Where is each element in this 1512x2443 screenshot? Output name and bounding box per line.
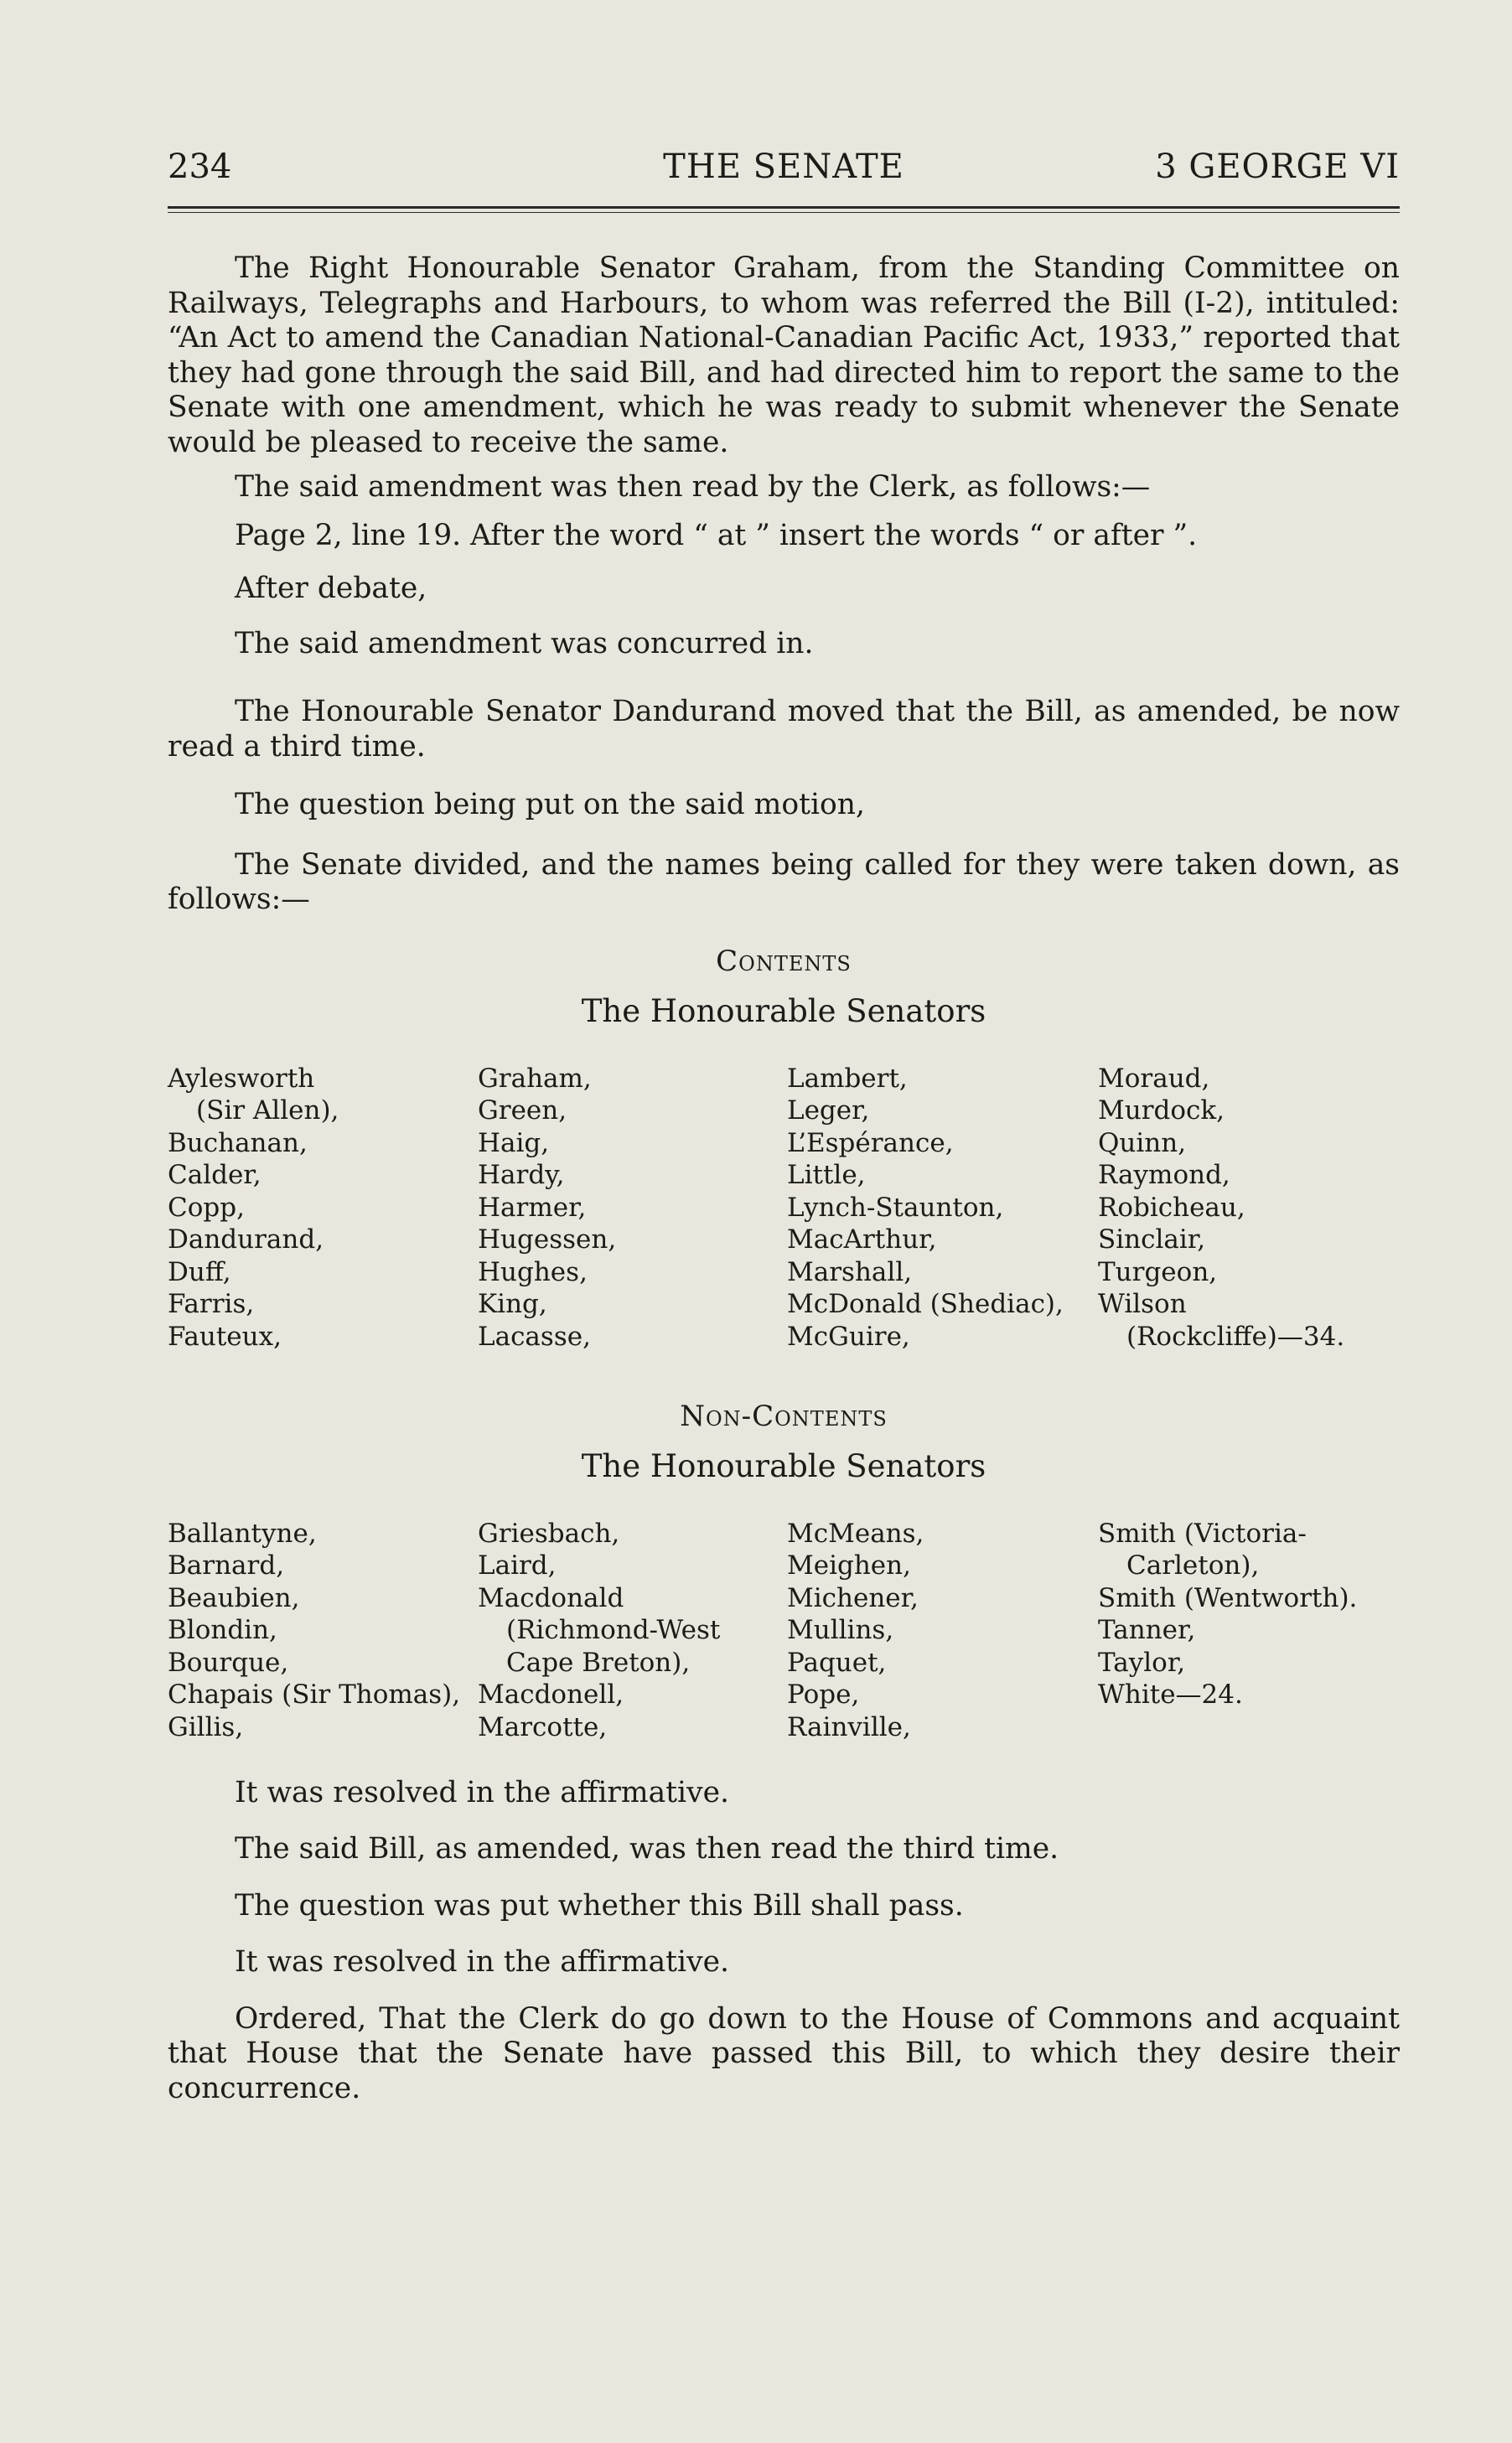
senator-name: Meighen, — [787, 1550, 911, 1581]
resolved-line: It was resolved in the affirmative. — [235, 1775, 729, 1809]
header-rule-thick — [168, 206, 1400, 209]
senator-name: Hardy, — [478, 1160, 565, 1190]
contents-column-2 — [478, 1063, 616, 1353]
senator-name: L’Espérance, — [787, 1127, 954, 1158]
senator-name: Laird, — [478, 1550, 557, 1581]
after-debate-line: After debate, — [235, 572, 427, 605]
senator-name: Lacasse, — [478, 1321, 591, 1352]
senator-name: Gillis, — [168, 1711, 244, 1742]
senator-name: Michener, — [787, 1582, 919, 1613]
amendment-read-line: The said amendment was then read by the Clerk, as follows:— — [235, 470, 1151, 504]
non-contents-heading: Non-Contents — [680, 1399, 888, 1433]
contents-column-1 — [168, 1063, 339, 1353]
senator-name: Quinn, — [1098, 1127, 1187, 1158]
contents-name-list — [168, 1063, 1400, 1381]
senator-name: Griesbach, — [478, 1518, 620, 1549]
senator-name: Bourque, — [168, 1647, 289, 1678]
senator-name: Wilson — [1098, 1289, 1187, 1319]
senator-name: Chapais (Sir Thomas), — [168, 1680, 461, 1710]
divided-paragraph: The Senate divided, and the names being called for they were taken down, as follows:— — [168, 847, 1400, 916]
contents-column-3 — [787, 1063, 1064, 1353]
senator-name: Hugessen, — [478, 1224, 617, 1255]
senator-name: Murdock, — [1098, 1095, 1225, 1126]
amendment-text-line: Page 2, line 19. After the word “ at ” insert the words “ or after ”. — [235, 518, 1198, 552]
contents-column-4 — [1098, 1063, 1344, 1353]
senator-name: Cape Breton), — [506, 1647, 691, 1678]
non-contents-subheading: The Honourable Senators — [581, 1448, 986, 1484]
senator-name: (Rockcliffe)—34. — [1126, 1321, 1345, 1352]
senator-name: Hughes, — [478, 1256, 588, 1287]
non-contents-name-list — [168, 1518, 1400, 1761]
senator-name: (Richmond-West — [506, 1615, 721, 1645]
header-rule-thin — [168, 212, 1400, 213]
senator-name: Carleton), — [1126, 1550, 1260, 1581]
senator-name: Smith (Wentworth). — [1098, 1582, 1358, 1613]
non-contents-column-1 — [168, 1518, 460, 1744]
senator-name: Fauteux, — [168, 1321, 282, 1352]
senator-name: Calder, — [168, 1160, 261, 1190]
page-body — [168, 251, 1400, 2106]
session-label: 3 GEORGE VI — [1155, 148, 1400, 186]
resolved-line: It was resolved in the affirmative. — [235, 1945, 729, 1979]
non-contents-column-3 — [787, 1518, 924, 1744]
senator-name: Blondin, — [168, 1615, 277, 1645]
shall-pass-line: The question was put whether this Bill shall pass. — [235, 1888, 964, 1923]
senator-name: Barnard, — [168, 1550, 285, 1581]
senator-name: Pope, — [787, 1680, 860, 1710]
senator-name: Graham, — [478, 1063, 592, 1094]
running-header — [168, 148, 1400, 189]
senator-name: Aylesworth — [168, 1063, 315, 1094]
senator-name: Beaubien, — [168, 1582, 300, 1613]
senator-name: Macdonell, — [478, 1680, 624, 1710]
senator-name: Mullins, — [787, 1615, 894, 1645]
senator-name: Turgeon, — [1098, 1256, 1218, 1287]
senator-name: Lambert, — [787, 1063, 908, 1094]
senator-name: McMeans, — [787, 1518, 924, 1549]
senator-name: Rainville, — [787, 1711, 911, 1742]
senator-name: Raymond, — [1098, 1160, 1230, 1190]
senator-name: Duff, — [168, 1256, 231, 1287]
senator-name: King, — [478, 1289, 547, 1319]
non-contents-column-4 — [1098, 1518, 1357, 1711]
senator-name: Copp, — [168, 1192, 245, 1223]
senator-name: Paquet, — [787, 1647, 887, 1678]
senator-name: Taylor, — [1098, 1647, 1186, 1678]
senator-name: Ballantyne, — [168, 1518, 317, 1549]
senator-name: Little, — [787, 1160, 866, 1190]
senator-name: Macdonald — [478, 1582, 624, 1613]
senator-name: Leger, — [787, 1095, 870, 1126]
senator-name: Smith (Victoria- — [1098, 1518, 1307, 1549]
senator-name: (Sir Allen), — [196, 1095, 339, 1126]
ordered-paragraph: Ordered, That the Clerk do go down to the House of Commons and acquaint that House that the Senate have passed this Bill, to which they desire their concurrence. — [168, 2001, 1400, 2105]
senator-name: McGuire, — [787, 1321, 910, 1352]
page-title: THE SENATE — [663, 148, 904, 186]
senator-name: Moraud, — [1098, 1063, 1210, 1094]
concurred-line: The said amendment was concurred in. — [235, 626, 814, 660]
senator-name: Robicheau, — [1098, 1192, 1245, 1223]
report-paragraph: The Right Honourable Senator Graham, from the Standing Committee on Railways, Telegraphs and Harbours, to whom was referred the Bill (I-2), intituled: “An Act to amend the Canadian National-Canadian Pacific Act, 1933,” reported that they had gone through the said Bill, and had directed him to report the same to the Senate with one amendment, which he was ready to submit whenever the Senate would be pleased to receive the same. — [168, 251, 1400, 459]
question-line: The question being put on the said motion, — [235, 788, 865, 821]
senator-name: Marcotte, — [478, 1711, 608, 1742]
senator-name: Lynch-Staunton, — [787, 1192, 1004, 1223]
senator-name: Tanner, — [1098, 1615, 1196, 1645]
senator-name: Buchanan, — [168, 1127, 308, 1158]
non-contents-column-2 — [478, 1518, 720, 1744]
senator-name: Marshall, — [787, 1256, 913, 1287]
senator-name: Farris, — [168, 1289, 255, 1319]
senator-name: Green, — [478, 1095, 567, 1126]
senator-name: Haig, — [478, 1127, 550, 1158]
senator-name: Harmer, — [478, 1192, 587, 1223]
senator-name: Dandurand, — [168, 1224, 324, 1255]
third-reading-line: The said Bill, as amended, was then read the third time. — [235, 1832, 1059, 1866]
senator-name: White—24. — [1098, 1680, 1243, 1710]
motion-paragraph: The Honourable Senator Dandurand moved that the Bill, as amended, be now read a third time. — [168, 695, 1400, 763]
contents-subheading: The Honourable Senators — [581, 993, 986, 1029]
senator-name: McDonald (Shediac), — [787, 1289, 1064, 1319]
senator-name: Sinclair, — [1098, 1224, 1206, 1255]
page-number: 234 — [168, 148, 232, 186]
contents-heading: Contents — [716, 944, 852, 978]
senator-name: MacArthur, — [787, 1224, 937, 1255]
